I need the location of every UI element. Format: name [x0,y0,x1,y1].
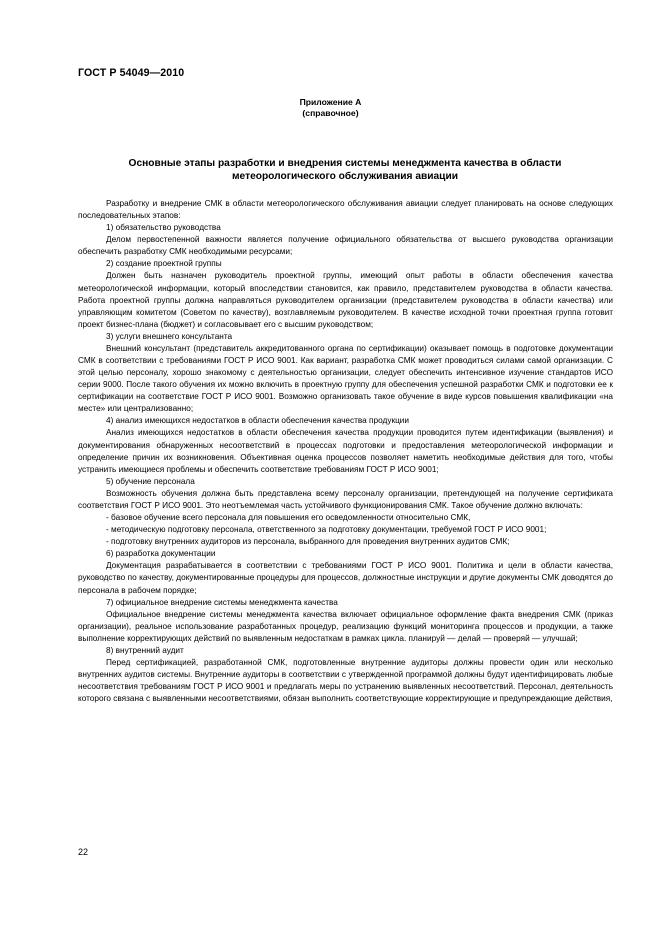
stage-6-text: Документация разрабатывается в соответствии с требованиями ГОСТ Р ИСО 9001. Политика и цели в области качества, руководство по качеству, документированные процедуры для процессов, должностные инструкции и другие документы СМК доводятся до персонала в рабочем порядке; [78,561,613,595]
intro-paragraph: Разработку и внедрение СМК в области метеорологического обслуживания авиации следует планировать на основе следующих последовательных этапов: [78,199,613,221]
stage-6-heading: 6) разработка документации [106,549,216,559]
stage-4-heading: 4) анализ имеющихся недостатков в области обеспечения качества продукции [106,416,410,426]
stage-5-bullet-2: - методическую подготовку персонала, ответственного за подготовку документации, требуемой ГОСТ Р ИСО 9001; [106,525,547,535]
stage-4-text: Анализ имеющихся недостатков в области обеспечения качества продукции проводится путем идентификации (выявления) и документирования обнаруженных несоответствий в процессах подготовки и предоставления метеорологической информации и определение причин их возникновения. Объективная оценка процессов позволяет наметить необходимые действия для того, чтобы устранить имеющиеся проблемы и обеспечить соответствие требованиям ГОСТ Р ИСО 9001; [78,428,613,474]
stage-8-heading: 8) внутренний аудит [106,645,184,655]
stage-7-heading: 7) официальное внедрение системы менеджмента качества [106,597,338,607]
appendix-note: (справочное) [302,108,359,118]
stage-5-bullet-3: - подготовку внутренних аудиторов из персонала, выбранного для проведения внутренних аудитов СМК; [106,537,510,547]
page-number: 22 [78,847,89,857]
stage-5-heading: 5) обучение персонала [106,476,195,486]
stage-7-text: Официальное внедрение системы менеджмента качества включает официальное оформление факта внедрения СМК (приказ организации), реальное использование разработанных процедур, реализацию функций мониторинга процессов и продукции, а также выполнение корректирующих действий по выявленным недостаткам в рамках цикла. планируй — делай — проверяй — улучшай; [78,609,613,643]
section-title-line-1: Основные этапы разработки и внедрения системы менеджмента качества в области [128,158,562,169]
body-text [78,198,613,705]
stage-1-heading: 1) обязательство руководства [106,223,221,233]
document-code: ГОСТ Р 54049—2010 [78,67,185,79]
section-title-line-2: метеорологического обслуживания авиации [232,171,458,182]
stage-2-text: Должен быть назначен руководитель проектной группы, имеющий опыт работы в области обеспечения качества метеорологической информации, который впоследствии становится, как правило, представителем руководства в области качества. Работа проектной группы должна направляться руководителем организации (представителем руководства в области качества) или управляющим комитетом (Советом по качеству), возглавляемым руководителем. В качестве исходной точки проектная группа готовит проект бизнес-плана (бюджет) и согласовывает его с высшим руководством; [78,271,613,329]
stage-5-text: Возможность обучения должна быть представлена всему персоналу организации, претендующей на получение сертификата соответствия ГОСТ Р ИСО 9001. Это неотъемлемая часть устойчивого функционирования СМК. Такое обучение должно включать: [78,488,613,510]
stage-3-heading: 3) услуги внешнего консультанта [106,331,233,341]
stage-5-bullet-1: - базовое обучение всего персонала для повышения его осведомленности относительно СМК, [106,513,471,523]
stage-1-text: Делом первостепенной важности является получение официального обязательства от высшего руководства организации обеспечить разработку СМК необходимыми ресурсами; [78,235,613,257]
stage-8-text: Перед сертификацией, разработанной СМК, подготовленные внутренние аудиторы должны провести один или несколько внутренних аудитов системы. Внутренние аудиторы в соответствии с утвержденной программой должны будут идентифицировать любые несоответствия требованиям ГОСТ Р ИСО 9001 и предлагать меры по устранению выявленных несоответствий. Персонал, деятельность которого связана с выявленными несоответствиями, обязан выполнить соответствующие корректирующие и предупреждающие действия, [78,657,613,704]
section-title [90,157,600,183]
appendix-label: Приложение А [299,97,362,107]
stage-2-heading: 2) создание проектной группы [106,259,222,269]
stage-3-text: Внешний консультант (представитель аккредитованного органа по сертификации) оказывает помощь в подготовке документации СМК в соответствии с требованиями ГОСТ Р ИСО 9001. Как вариант, разработка СМК может проводиться силами самой организации. С этой целью персоналу, хорошо знакомому с деятельностью организации, следует обеспечить интенсивное изучение стандартов ИСО серии 9000. После такого обучения их можно включить в проектную группу для обеспечения успешной разработки СМК и подготовки ее к сертификации на соответствие ГОСТ Р ИСО 9001. Возможно организовать такое обучение в виде курсов повышения квалификации «на месте» или централизованно; [78,343,613,414]
